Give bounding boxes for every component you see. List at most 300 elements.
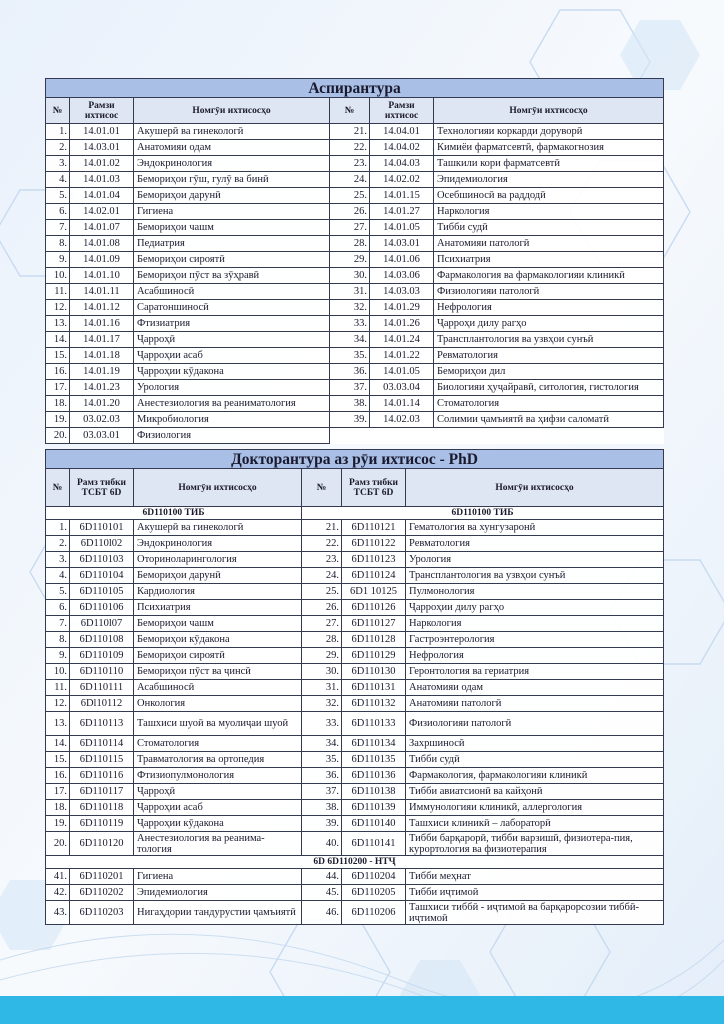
col-header-code-right: Рамз тибки ТСБТ 6D (342, 469, 406, 507)
specialty-code: 14.01.02 (70, 156, 134, 172)
specialty-name: Трансплантология ва узвҳои сунъӣ (434, 332, 664, 348)
row-number: 45. (302, 885, 342, 901)
specialty-code: 6D110113 (70, 712, 134, 736)
specialty-name: Психиатрия (134, 600, 302, 616)
specialty-name: Бемориҳои гӯш, гулӯ ва бинӣ (134, 172, 330, 188)
col-header-name: Номгӯи ихтисосҳо (134, 98, 330, 124)
specialty-name: Оториноларингология (134, 552, 302, 568)
table-row (46, 696, 664, 712)
specialty-code: 6D1 10125 (342, 584, 406, 600)
row-number: 3. (46, 552, 70, 568)
row-number: 39. (302, 816, 342, 832)
specialty-code: 03.02.03 (70, 412, 134, 428)
table-row (46, 140, 664, 156)
row-number: 17. (46, 784, 70, 800)
specialty-code: 14.03.06 (370, 268, 434, 284)
row-number: 30. (302, 664, 342, 680)
row-number: 40. (302, 832, 342, 856)
specialty-code: 14.01.22 (370, 348, 434, 364)
specialty-code: 03.03.01 (70, 428, 134, 444)
row-number: 25. (330, 188, 370, 204)
specialty-name: Анатомияи одам (406, 680, 664, 696)
table-row (46, 536, 664, 552)
specialty-code: 6D110202 (70, 885, 134, 901)
table-row (46, 712, 664, 736)
specialty-name: Бемориҳои дил (434, 364, 664, 380)
table-row (46, 188, 664, 204)
specialty-name: Тибби авиатсионӣ ва кайҳонӣ (406, 784, 664, 800)
specialty-name: Ҷарроҳии кӯдакона (134, 364, 330, 380)
specialty-name: Нефрология (434, 300, 664, 316)
row-number: 11. (46, 680, 70, 696)
col-header-num: № (46, 98, 70, 124)
specialty-code: 14.04.02 (370, 140, 434, 156)
col-header-num-right: № (302, 469, 342, 507)
row-number: 32. (330, 300, 370, 316)
specialty-name: Саратоншиносӣ (134, 300, 330, 316)
specialty-code: 14.04.03 (370, 156, 434, 172)
specialty-name: Стоматология (434, 396, 664, 412)
specialty-name: Кимиёи фарматсевтӣ, фармакогнозия (434, 140, 664, 156)
specialty-name: Ҷарроҳӣ (134, 332, 330, 348)
table-row (46, 680, 664, 696)
specialty-code: 6D110201 (70, 869, 134, 885)
row-number: 7. (46, 616, 70, 632)
specialty-code: 14.01.06 (370, 252, 434, 268)
row-number: 10. (46, 664, 70, 680)
col-header-code-right: Рамзи ихтисос (370, 98, 434, 124)
specialty-code: 14.01.17 (70, 332, 134, 348)
specialty-code: 14.01.20 (70, 396, 134, 412)
table-row (46, 568, 664, 584)
row-number: 12. (46, 696, 70, 712)
row-number: 34. (330, 332, 370, 348)
specialty-name: Стоматология (134, 736, 302, 752)
specialty-code: 6D110114 (70, 736, 134, 752)
specialty-code: 6D110141 (342, 832, 406, 856)
specialty-code: 6D110131 (342, 680, 406, 696)
row-number: 37. (330, 380, 370, 396)
row-number: 26. (302, 600, 342, 616)
specialty-name: Тибби барқарорӣ, тибби варзишӣ, физиотера-пия, курортология ва физиотерапия (406, 832, 664, 856)
row-number: 12. (46, 300, 70, 316)
row-number: 28. (302, 632, 342, 648)
table-row (46, 412, 664, 428)
row-number: 14. (46, 332, 70, 348)
table-row (46, 220, 664, 236)
specialty-code: 6D110204 (342, 869, 406, 885)
col-header-name-right: Номгӯи ихтисосҳо (434, 98, 664, 124)
specialty-code: 14.01.01 (70, 124, 134, 140)
specialty-code: 6D110127 (342, 616, 406, 632)
row-number: 20. (46, 832, 70, 856)
specialty-code: 14.01.27 (370, 204, 434, 220)
specialty-name: Акушерӣ ва гинекологӣ (134, 124, 330, 140)
specialty-code: 03.03.04 (370, 380, 434, 396)
specialty-code: 6D110115 (70, 752, 134, 768)
specialty-code: 14.04.01 (370, 124, 434, 140)
specialty-code: 6D110109 (70, 648, 134, 664)
specialty-name: Асабшиносӣ (134, 680, 302, 696)
specialty-name: Бемориҳои чашм (134, 220, 330, 236)
specialty-name: Нигаҳдории тандурустии ҷамъиятӣ (134, 901, 302, 925)
specialty-code: 6D110103 (70, 552, 134, 568)
specialty-name: Бемориҳои пӯст ва зӯҳравӣ (134, 268, 330, 284)
row-number: 21. (302, 520, 342, 536)
specialty-code: 14.01.15 (370, 188, 434, 204)
table-row (46, 252, 664, 268)
specialty-name: Урология (134, 380, 330, 396)
specialty-name: Наркология (434, 204, 664, 220)
row-number: 16. (46, 364, 70, 380)
specialty-code: 6D110135 (342, 752, 406, 768)
row-number: 1. (46, 520, 70, 536)
table-row (46, 752, 664, 768)
table-row (46, 869, 664, 885)
row-number: 25. (302, 584, 342, 600)
row-number: 28. (330, 236, 370, 252)
row-number: 32. (302, 696, 342, 712)
specialty-code: 6D110116 (70, 768, 134, 784)
specialty-name: Гигиена (134, 204, 330, 220)
row-number: 15. (46, 348, 70, 364)
specialty-name: Гигиена (134, 869, 302, 885)
specialty-code: 6D110139 (342, 800, 406, 816)
specialty-code: 14.01.29 (370, 300, 434, 316)
specialty-name: Микробиология (134, 412, 330, 428)
specialty-code: 6D110101 (70, 520, 134, 536)
row-number: 23. (330, 156, 370, 172)
specialty-name: Бемориҳои дарунӣ (134, 568, 302, 584)
specialty-code: 6D110119 (70, 816, 134, 832)
specialty-name: Акушерӣ ва гинекологӣ (134, 520, 302, 536)
row-number: 20. (46, 428, 70, 444)
specialty-name: Фтизиопулмонология (134, 768, 302, 784)
row-number: 27. (330, 220, 370, 236)
specialty-name: Анатомияи патологӣ (434, 236, 664, 252)
row-number: 41. (46, 869, 70, 885)
row-number: 4. (46, 568, 70, 584)
specialty-name: Ревматология (406, 536, 664, 552)
specialty-name: Бемориҳои пӯст ва ҷинсӣ (134, 664, 302, 680)
table-row (46, 284, 664, 300)
specialty-name: Бемориҳои сироятӣ (134, 252, 330, 268)
table-row (46, 552, 664, 568)
specialty-code: 14.03.01 (370, 236, 434, 252)
table-row (46, 584, 664, 600)
specialty-name: Физиологияи патологӣ (434, 284, 664, 300)
specialty-code: 14.01.14 (370, 396, 434, 412)
aspirantura-rows (46, 124, 664, 444)
table-row (46, 268, 664, 284)
specialty-name: Эндокринология (134, 536, 302, 552)
row-number: 37. (302, 784, 342, 800)
phd-title: Докторантура аз рӯи ихтисос - PhD (46, 450, 664, 469)
group-label-ntch: 6D 6D110200 - НТҶ (46, 856, 664, 869)
specialty-name: Эндокринология (134, 156, 330, 172)
row-number: 18. (46, 800, 70, 816)
specialty-name: Фармакология, фармакологияи клиникӣ (406, 768, 664, 784)
specialty-name: Ревматология (434, 348, 664, 364)
col-header-code: Рамзи ихтисос (70, 98, 134, 124)
row-number: 36. (302, 768, 342, 784)
specialty-code: 6D110134 (342, 736, 406, 752)
row-number: 39. (330, 412, 370, 428)
table-row (46, 616, 664, 632)
specialty-name: Ҷарроҳӣ (134, 784, 302, 800)
specialty-code: 6Dl10112 (70, 696, 134, 712)
table-row (46, 648, 664, 664)
row-number: 24. (302, 568, 342, 584)
row-number: 24. (330, 172, 370, 188)
specialty-name: Ташхиси шуоӣ ва муолиҷаи шуоӣ (134, 712, 302, 736)
specialty-name: Технологияи коркарди доруворӣ (434, 124, 664, 140)
specialty-name: Физиологияи патологӣ (406, 712, 664, 736)
table-row (46, 204, 664, 220)
specialty-name: Физиология (134, 428, 330, 444)
specialty-name: Анестезиология ва реаниматология (134, 396, 330, 412)
footer-color-bar (0, 996, 724, 1024)
table-row (46, 236, 664, 252)
specialty-code: 6D110138 (342, 784, 406, 800)
table-row (46, 332, 664, 348)
specialty-code: 14.01.19 (70, 364, 134, 380)
empty-cell (370, 428, 434, 444)
table-row (46, 832, 664, 856)
specialty-code: 14.01.05 (370, 364, 434, 380)
specialty-code: 14.01.12 (70, 300, 134, 316)
row-number: 27. (302, 616, 342, 632)
row-number: 5. (46, 188, 70, 204)
specialty-name: Солимии ҷамъиятӣ ва ҳифзи саломатӣ (434, 412, 664, 428)
row-number: 23. (302, 552, 342, 568)
specialty-code: 14.02.03 (370, 412, 434, 428)
row-number: 38. (302, 800, 342, 816)
table-row (46, 172, 664, 188)
specialty-code: 14.03.01 (70, 140, 134, 156)
row-number: 19. (46, 412, 70, 428)
row-number: 15. (46, 752, 70, 768)
row-number: 6. (46, 204, 70, 220)
specialty-name: Асабшиносӣ (134, 284, 330, 300)
empty-cell (330, 428, 370, 444)
table-row (46, 300, 664, 316)
specialty-name: Фтизиатрия (134, 316, 330, 332)
phd-table (45, 449, 664, 925)
specialty-name: Тибби меҳнат (406, 869, 664, 885)
specialty-name: Бемориҳои чашм (134, 616, 302, 632)
specialty-name: Эпидемиология (134, 885, 302, 901)
specialty-code: 6D110203 (70, 901, 134, 925)
specialty-name: Анестезиология ва реанима-тология (134, 832, 302, 856)
specialty-code: 14.01.09 (70, 252, 134, 268)
row-number: 8. (46, 236, 70, 252)
row-number: 33. (302, 712, 342, 736)
phd-ntch-rows (46, 869, 664, 925)
table-row (46, 664, 664, 680)
row-number: 5. (46, 584, 70, 600)
specialty-name: Травматология ва ортопедия (134, 752, 302, 768)
specialty-code: 6D110106 (70, 600, 134, 616)
specialty-code: 6D110126 (342, 600, 406, 616)
specialty-code: 14.01.07 (70, 220, 134, 236)
row-number: 13. (46, 712, 70, 736)
specialty-name: Трансплантология ва узвҳои сунъӣ (406, 568, 664, 584)
specialty-name: Ташкили кори фарматсевтӣ (434, 156, 664, 172)
specialty-code: 14.01.26 (370, 316, 434, 332)
specialty-code: 6D110118 (70, 800, 134, 816)
specialty-name: Пулмонология (406, 584, 664, 600)
row-number: 8. (46, 632, 70, 648)
table-row (46, 768, 664, 784)
specialty-code: 6D110120 (70, 832, 134, 856)
specialty-code: 6D110206 (342, 901, 406, 925)
specialty-code: 6D110133 (342, 712, 406, 736)
specialty-name: Осебшиносӣ ва раддодӣ (434, 188, 664, 204)
row-number: 30. (330, 268, 370, 284)
row-number: 19. (46, 816, 70, 832)
table-row (46, 784, 664, 800)
specialty-name: Захршиносӣ (406, 736, 664, 752)
specialty-code: 14.01.11 (70, 284, 134, 300)
specialty-name: Нефрология (406, 648, 664, 664)
col-header-num-right: № (330, 98, 370, 124)
row-number: 14. (46, 736, 70, 752)
specialty-code: 6D110136 (342, 768, 406, 784)
specialty-code: 6D110117 (70, 784, 134, 800)
row-number: 35. (330, 348, 370, 364)
specialty-code: 14.01.04 (70, 188, 134, 204)
specialty-code: 14.01.10 (70, 268, 134, 284)
specialty-name: Иммунологияи клиникӣ, аллергология (406, 800, 664, 816)
row-number: 31. (330, 284, 370, 300)
row-number: 22. (330, 140, 370, 156)
col-header-name-right: Номгӯи ихтисосҳо (406, 469, 664, 507)
specialty-code: 6D110108 (70, 632, 134, 648)
row-number: 31. (302, 680, 342, 696)
specialty-name: Наркология (406, 616, 664, 632)
group-label-right: 6D110100 ТИБ (302, 507, 664, 520)
specialty-name: Ҷарроҳии кӯдакона (134, 816, 302, 832)
specialty-name: Урология (406, 552, 664, 568)
col-header-code: Рамз тибки ТСБТ 6D (70, 469, 134, 507)
row-number: 4. (46, 172, 70, 188)
row-number: 26. (330, 204, 370, 220)
specialty-code: 6D110104 (70, 568, 134, 584)
row-number: 46. (302, 901, 342, 925)
specialty-name: Психиатрия (434, 252, 664, 268)
specialty-name: Ташхиси клиникӣ – лабораторӣ (406, 816, 664, 832)
specialty-name: Гастроэнтерология (406, 632, 664, 648)
specialty-name: Ҷарроҳии асаб (134, 800, 302, 816)
empty-cell (434, 428, 664, 444)
table-row (46, 901, 664, 925)
table-row (46, 396, 664, 412)
row-number: 2. (46, 536, 70, 552)
row-number: 13. (46, 316, 70, 332)
table-row (46, 124, 664, 140)
specialty-code: 14.02.01 (70, 204, 134, 220)
row-number: 42. (46, 885, 70, 901)
table-row (46, 816, 664, 832)
specialty-code: 6D110105 (70, 584, 134, 600)
col-header-name: Номгӯи ихтисосҳо (134, 469, 302, 507)
specialty-name: Ташхиси тиббӣ - иҷтимоӣ ва барқарорсозии тиббӣ-иҷтимоӣ (406, 901, 664, 925)
row-number: 29. (302, 648, 342, 664)
specialty-code: 6D110124 (342, 568, 406, 584)
row-number: 11. (46, 284, 70, 300)
specialty-code: 14.01.18 (70, 348, 134, 364)
specialty-code: 6D110128 (342, 632, 406, 648)
specialty-name: Бемориҳои дарунӣ (134, 188, 330, 204)
specialty-name: Биологияи ҳуҷайравӣ, ситология, гистология (434, 380, 664, 396)
row-number: 1. (46, 124, 70, 140)
specialty-name: Ҷарроҳии дилу рагҳо (406, 600, 664, 616)
specialty-code: 6D110111 (70, 680, 134, 696)
specialty-name: Тибби судӣ (434, 220, 664, 236)
specialty-name: Кардиология (134, 584, 302, 600)
row-number: 17. (46, 380, 70, 396)
specialty-code: 6D110130 (342, 664, 406, 680)
specialty-code: 6D110140 (342, 816, 406, 832)
specialty-code: 6D110110 (70, 664, 134, 680)
specialty-code: 6D110122 (342, 536, 406, 552)
aspirantura-title: Аспирантура (46, 79, 664, 98)
row-number: 29. (330, 252, 370, 268)
specialty-code: 6D110205 (342, 885, 406, 901)
row-number: 7. (46, 220, 70, 236)
row-number: 44. (302, 869, 342, 885)
specialty-code: 14.01.05 (370, 220, 434, 236)
specialty-name: Тибби иҷтимоӣ (406, 885, 664, 901)
table-row (46, 428, 664, 444)
specialty-name: Бемориҳои кӯдакона (134, 632, 302, 648)
specialty-code: 14.01.16 (70, 316, 134, 332)
specialty-code: 14.01.03 (70, 172, 134, 188)
specialty-code: 6D110132 (342, 696, 406, 712)
table-row (46, 316, 664, 332)
row-number: 22. (302, 536, 342, 552)
row-number: 35. (302, 752, 342, 768)
specialty-name: Анатомияи патологӣ (406, 696, 664, 712)
table-row (46, 364, 664, 380)
table-row (46, 600, 664, 616)
table-row (46, 800, 664, 816)
specialty-name: Тибби судӣ (406, 752, 664, 768)
specialty-code: 14.01.24 (370, 332, 434, 348)
group-label-left: 6D110100 ТИБ (46, 507, 302, 520)
specialty-name: Педиатрия (134, 236, 330, 252)
specialty-code: 6D110l07 (70, 616, 134, 632)
table-row (46, 885, 664, 901)
specialty-code: 14.03.03 (370, 284, 434, 300)
specialty-name: Ҷарроҳии асаб (134, 348, 330, 364)
row-number: 36. (330, 364, 370, 380)
row-number: 21. (330, 124, 370, 140)
specialty-name: Гематология ва хунгузаронӣ (406, 520, 664, 536)
row-number: 16. (46, 768, 70, 784)
phd-rows (46, 520, 664, 856)
specialty-code: 14.01.08 (70, 236, 134, 252)
specialty-name: Анатомияи одам (134, 140, 330, 156)
row-number: 3. (46, 156, 70, 172)
specialty-name: Онкология (134, 696, 302, 712)
specialty-code: 6D110129 (342, 648, 406, 664)
specialty-name: Геронтология ва гериатрия (406, 664, 664, 680)
specialty-code: 6D110123 (342, 552, 406, 568)
table-row (46, 632, 664, 648)
row-number: 43. (46, 901, 70, 925)
